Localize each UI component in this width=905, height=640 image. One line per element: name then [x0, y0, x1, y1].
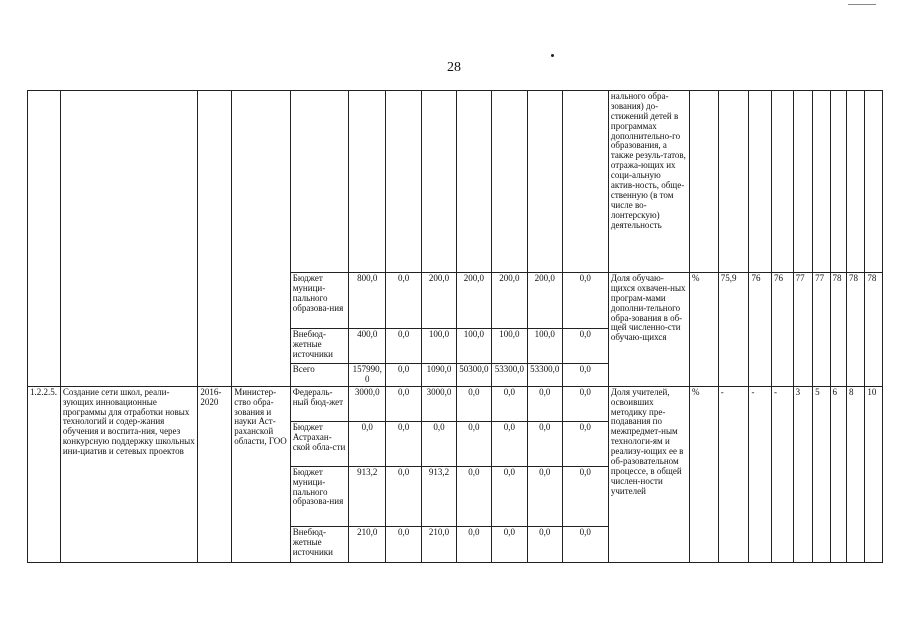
cell-target [813, 91, 830, 273]
table-row [28, 91, 883, 273]
cell-value [456, 91, 491, 273]
funding-source: Внебюд-жетные источники [290, 526, 349, 562]
funding-value: 0,0 [491, 421, 527, 466]
cell-period-cont [198, 91, 232, 387]
funding-value: 50300,0 [456, 364, 491, 387]
funding-value: 0,0 [456, 386, 491, 421]
target-value: - [772, 386, 794, 562]
target-value: - [718, 386, 749, 562]
funding-value: 210,0 [422, 526, 457, 562]
funding-value: 400,0 [349, 329, 386, 364]
funding-value: 0,0 [562, 386, 608, 421]
cell-value [386, 91, 422, 273]
funding-value: 913,2 [422, 466, 457, 526]
funding-value: 100,0 [491, 329, 527, 364]
page-number: 28 [447, 60, 461, 75]
funding-value: 0,0 [562, 421, 608, 466]
cell-executor-cont [232, 91, 291, 387]
target-value: 10 [865, 386, 883, 562]
funding-value: 0,0 [456, 526, 491, 562]
funding-source: Всего [290, 364, 349, 387]
item-executor: Министер-ство обра-зования и науки Аст-раханской области, ГОО [232, 386, 291, 562]
funding-value: 200,0 [527, 273, 562, 329]
funding-value: 100,0 [422, 329, 457, 364]
table-row [28, 386, 883, 421]
indicator-unit: % [689, 386, 718, 562]
funding-source: Бюджет муници-пального образова-ния [290, 273, 349, 329]
funding-value: 0,0 [527, 386, 562, 421]
funding-value: 53300,0 [491, 364, 527, 387]
funding-value: 1090,0 [422, 364, 457, 387]
cell-target [749, 91, 772, 273]
funding-value: 0,0 [562, 526, 608, 562]
cell-target [865, 91, 883, 273]
cell-name-cont [60, 91, 198, 387]
stray-dot-mark [551, 54, 554, 57]
target-value: 77 [813, 273, 830, 387]
funding-value: 0,0 [562, 273, 608, 329]
indicator-continuation: нального обра-зования) до-стижений детей в программах дополнительно-го образования, а также резуль-татов, отража-ющих их соци-альную актив-ность, обще-ственную (в том числе во-лонтерскую) деятельность [608, 91, 689, 273]
program-table [27, 90, 883, 563]
funding-value: 200,0 [491, 273, 527, 329]
cell-target [793, 91, 813, 273]
cell-target [846, 91, 864, 273]
cell-value [349, 91, 386, 273]
cell-source [290, 91, 349, 273]
funding-value: 800,0 [349, 273, 386, 329]
cell-number-cont [28, 91, 61, 387]
funding-value: 0,0 [491, 526, 527, 562]
funding-value: 0,0 [386, 273, 422, 329]
funding-value: 0,0 [386, 526, 422, 562]
funding-source: Бюджет Астрахан-ской обла-сти [290, 421, 349, 466]
funding-value: 0,0 [456, 421, 491, 466]
funding-value: 0,0 [349, 421, 386, 466]
item-name: Создание сети школ, реали-зующих инновационные программы для отработки новых технологий и содер-жания обучения и воспита-ния, через конкурсную поддержку школьных ини-циатив и сетевых проектов [60, 386, 198, 562]
target-value: 6 [830, 386, 846, 562]
target-value: 8 [846, 386, 864, 562]
target-value: 5 [813, 386, 830, 562]
cell-value [491, 91, 527, 273]
cell-value [562, 91, 608, 273]
cell-target [718, 91, 749, 273]
funding-value: 210,0 [349, 526, 386, 562]
funding-value: 0,0 [386, 364, 422, 387]
funding-source: Бюджет муници-пального образова-ния [290, 466, 349, 526]
cell-value [527, 91, 562, 273]
funding-value: 53300,0 [527, 364, 562, 387]
funding-value: 0,0 [562, 329, 608, 364]
cell-target [772, 91, 794, 273]
funding-value: 0,0 [527, 421, 562, 466]
funding-value: 0,0 [386, 466, 422, 526]
funding-value: 0,0 [491, 386, 527, 421]
target-value: 77 [793, 273, 813, 387]
funding-value: 0,0 [527, 466, 562, 526]
funding-value: 0,0 [422, 421, 457, 466]
target-value: 78 [830, 273, 846, 387]
funding-value: 100,0 [456, 329, 491, 364]
target-value: 76 [749, 273, 772, 387]
target-value: 75,9 [718, 273, 749, 387]
cell-unit [689, 91, 718, 273]
funding-source: Федераль-ный бюд-жет [290, 386, 349, 421]
indicator-text: Доля учителей, освоивших методику пре-подавания по межпредмет-ным технологи-ям и реализу-ющих ее в об-разовательном процессе, в общей числен-ности учителей [608, 386, 689, 562]
indicator-unit: % [689, 273, 718, 387]
target-value: 78 [865, 273, 883, 387]
funding-source: Внебюд-жетные источники [290, 329, 349, 364]
funding-value: 0,0 [456, 466, 491, 526]
funding-value: 200,0 [422, 273, 457, 329]
cell-target [830, 91, 846, 273]
funding-value: 0,0 [386, 421, 422, 466]
target-value: 3 [793, 386, 813, 562]
funding-value: 3000,0 [422, 386, 457, 421]
item-number: 1.2.2.5. [28, 386, 61, 562]
funding-value: 913,2 [349, 466, 386, 526]
funding-value: 0,0 [386, 386, 422, 421]
funding-value: 0,0 [527, 526, 562, 562]
funding-value: 0,0 [562, 364, 608, 387]
target-value: - [749, 386, 772, 562]
target-value: 76 [772, 273, 794, 387]
funding-value: 0,0 [491, 466, 527, 526]
funding-value: 100,0 [527, 329, 562, 364]
funding-value: 0,0 [562, 466, 608, 526]
funding-value: 0,0 [386, 329, 422, 364]
corner-scan-mark [848, 4, 876, 5]
funding-value: 200,0 [456, 273, 491, 329]
indicator-text: Доля обучаю-щихся охвачен-ных програм-мами дополни-тельного обра-зования в об-щей численно-сти обучаю-щихся [608, 273, 689, 387]
funding-value: 3000,0 [349, 386, 386, 421]
funding-value: 157990,0 [349, 364, 386, 387]
target-value: 78 [846, 273, 864, 387]
item-period: 2016-2020 [198, 386, 232, 562]
cell-value [422, 91, 457, 273]
